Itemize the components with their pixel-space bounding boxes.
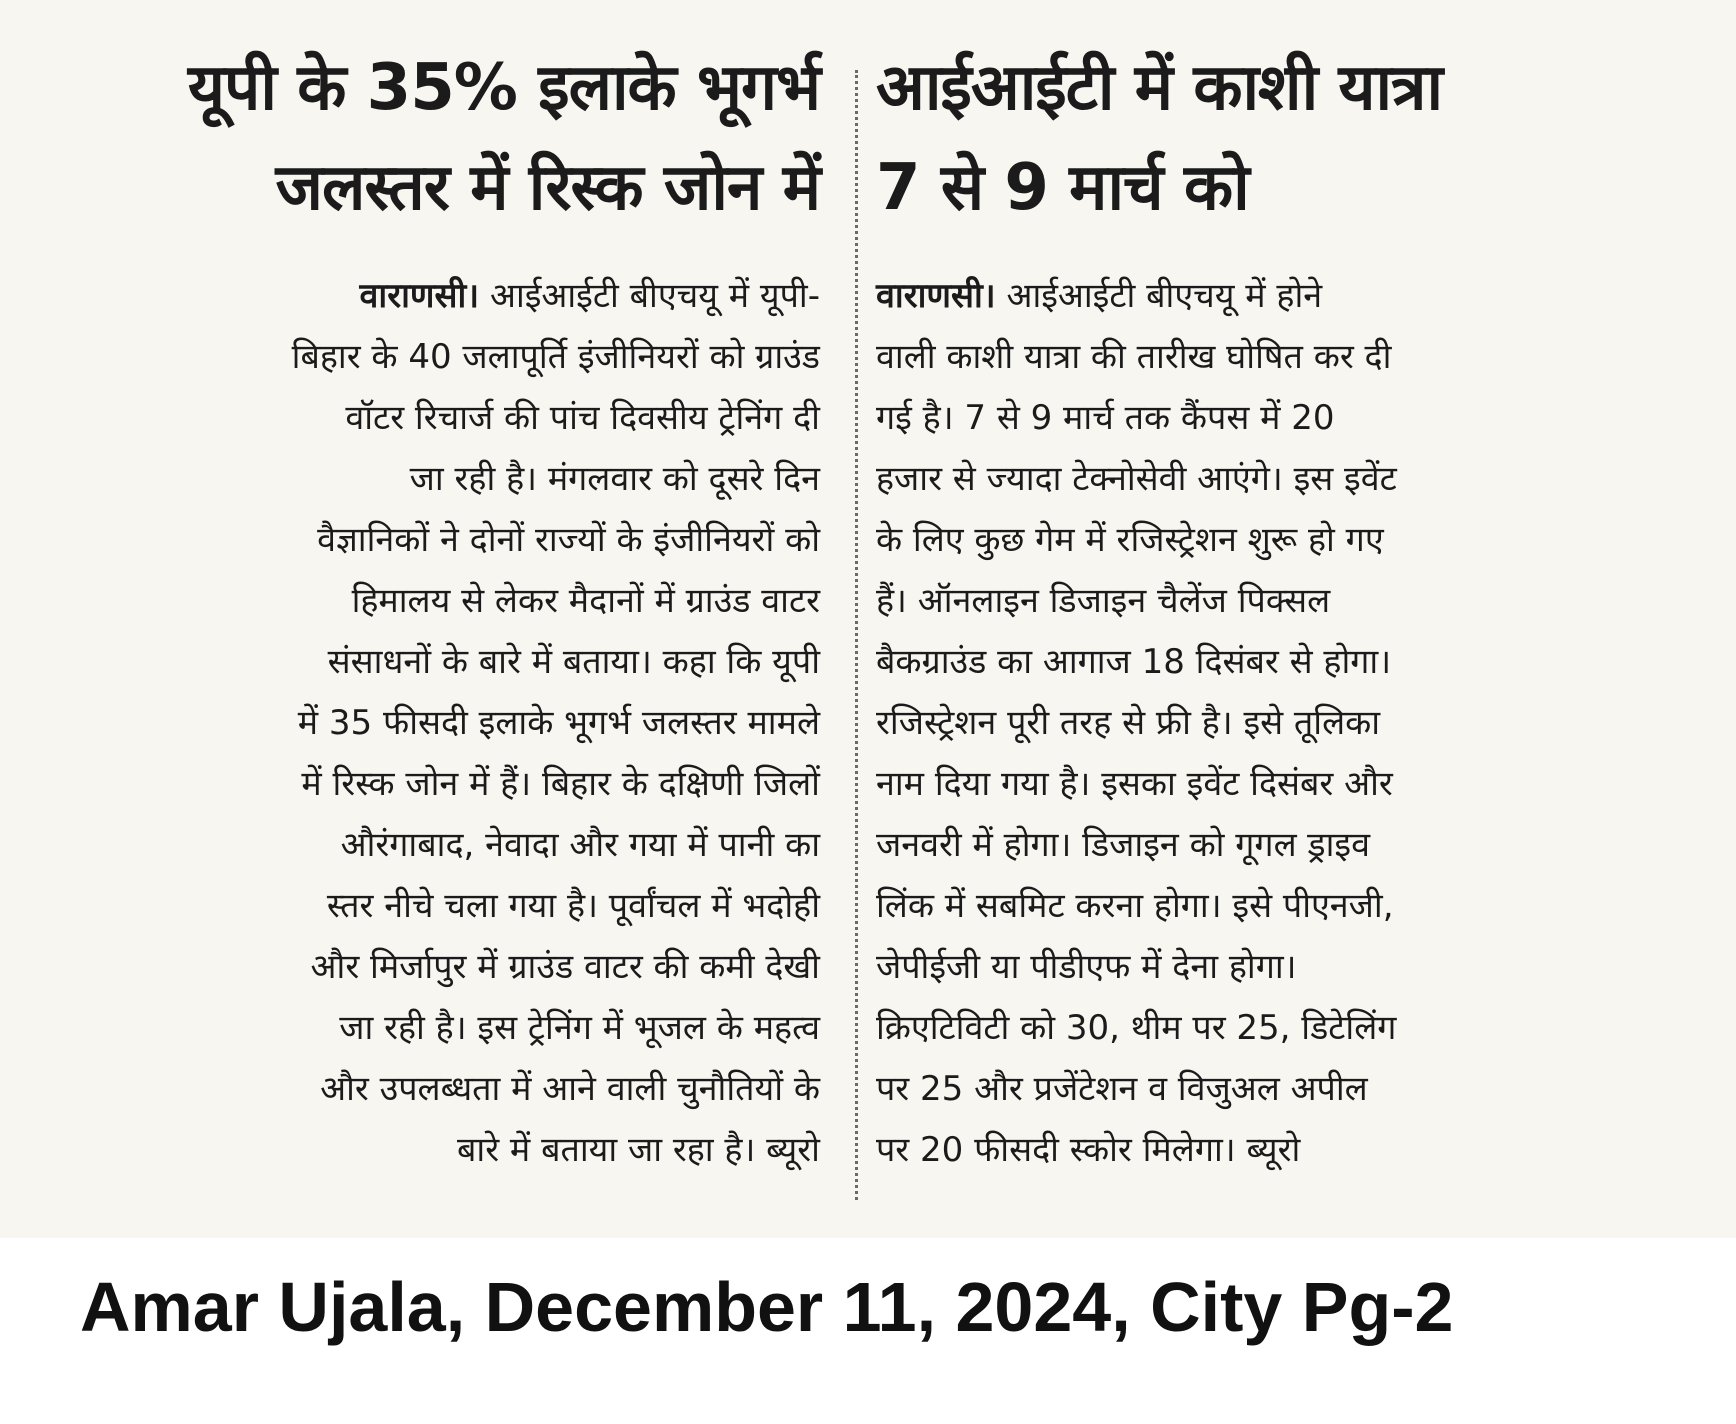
- body-line: बैकग्राउंड का आगाज 18 दिसंबर से होगा।: [876, 642, 1392, 682]
- body-line: स्तर नीचे चला गया है। पूर्वांचल में भदोही: [326, 886, 820, 926]
- body-line: [68, 266, 820, 327]
- body-line: वैज्ञानिकों ने दोनों राज्यों के इंजीनियरों को: [317, 520, 820, 560]
- body-line: लिंक में सबमिट करना होगा। इसे पीएनजी,: [876, 886, 1394, 926]
- body-line: और उपलब्धता में आने वाली चुनौतियों के: [320, 1069, 820, 1109]
- body-line: हजार से ज्यादा टेक्नोसेवी आएंगे। इस इवेंट: [876, 459, 1397, 499]
- article-groundwater: [68, 38, 820, 1181]
- headline-line: आईआईटी में काशी यात्रा: [876, 51, 1443, 125]
- headline-kashi-yatra: [876, 38, 1636, 238]
- headline-line: यूपी के 35% इलाके भूगर्भ: [187, 51, 820, 125]
- body-line-text: आईआईटी बीएचयू में यूपी-: [479, 276, 820, 316]
- article-body-groundwater: [68, 266, 820, 1181]
- body-line: पर 20 फीसदी स्कोर मिलेगा। ब्यूरो: [876, 1130, 1301, 1170]
- source-caption: Amar Ujala, December 11, 2024, City Pg-2: [80, 1268, 1454, 1346]
- body-line: हैं। ऑनलाइन डिजाइन चैलेंज पिक्सल: [876, 581, 1331, 621]
- body-line: जेपीईजी या पीडीएफ में देना होगा।: [876, 947, 1297, 987]
- dateline: वाराणसी।: [876, 276, 996, 316]
- headline-line: 7 से 9 मार्च को: [876, 151, 1249, 225]
- body-line-text: आईआईटी बीएचयू में होने: [995, 276, 1323, 316]
- body-line: जनवरी में होगा। डिजाइन को गूगल ड्राइव: [876, 825, 1371, 865]
- body-line: औरंगाबाद, नेवादा और गया में पानी का: [340, 825, 820, 865]
- article-kashi-yatra: [876, 38, 1636, 1181]
- dateline: वाराणसी।: [359, 276, 480, 316]
- body-line: गई है। 7 से 9 मार्च तक कैंपस में 20: [876, 398, 1335, 438]
- body-line: पर 25 और प्रजेंटेशन व विजुअल अपील: [876, 1069, 1368, 1109]
- body-line: जा रही है। इस ट्रेनिंग में भूजल के महत्व: [339, 1008, 820, 1048]
- body-line: [876, 266, 1636, 327]
- body-line: क्रिएटिविटी को 30, थीम पर 25, डिटेलिंग: [876, 1008, 1397, 1048]
- body-line: हिमालय से लेकर मैदानों में ग्राउंड वाटर: [351, 581, 820, 621]
- body-line: में 35 फीसदी इलाके भूगर्भ जलस्तर मामले: [297, 703, 820, 743]
- body-line: रजिस्ट्रेशन पूरी तरह से फ्री है। इसे तूलिका: [876, 703, 1381, 743]
- body-line: जा रही है। मंगलवार को दूसरे दिन: [409, 459, 820, 499]
- body-line: वाली काशी यात्रा की तारीख घोषित कर दी: [876, 337, 1392, 377]
- column-divider: [855, 70, 858, 1200]
- body-line: संसाधनों के बारे में बताया। कहा कि यूपी: [327, 642, 820, 682]
- body-line: में रिस्क जोन में हैं। बिहार के दक्षिणी जिलों: [301, 764, 820, 804]
- body-line: बिहार के 40 जलापूर्ति इंजीनियरों को ग्राउंड: [291, 337, 820, 377]
- headline-line: जलस्तर में रिस्क जोन में: [275, 151, 820, 225]
- body-line: वॉटर रिचार्ज की पांच दिवसीय ट्रेनिंग दी: [345, 398, 820, 438]
- body-line: नाम दिया गया है। इसका इवेंट दिसंबर और: [876, 764, 1393, 804]
- body-line: और मिर्जापुर में ग्राउंड वाटर की कमी देखी: [310, 947, 820, 987]
- body-line: बारे में बताया जा रहा है। ब्यूरो: [457, 1130, 820, 1170]
- body-line: के लिए कुछ गेम में रजिस्ट्रेशन शुरू हो गए: [876, 520, 1384, 560]
- article-body-kashi-yatra: [876, 266, 1636, 1181]
- headline-groundwater: [68, 38, 820, 238]
